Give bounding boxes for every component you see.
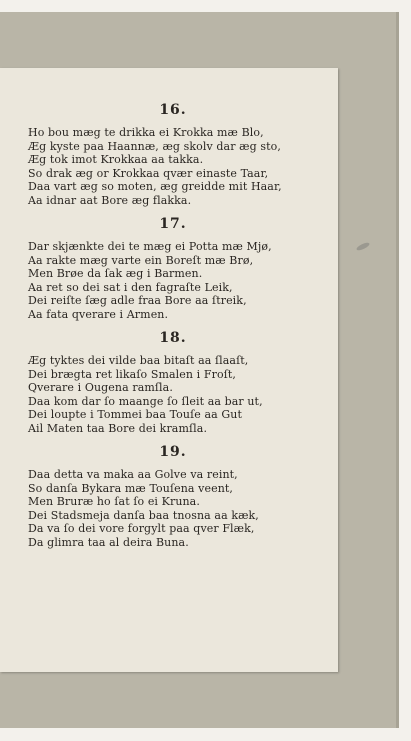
verse-line: Æg tok imot Krokkaa aa takka. bbox=[28, 153, 204, 166]
board-edge bbox=[396, 12, 399, 728]
poem-text bbox=[28, 102, 318, 558]
stanza-number: 18. bbox=[159, 330, 187, 346]
stanza-19 bbox=[28, 444, 318, 549]
verse-line: Dei Stadsmeja danſa baa tnosna aa kæk, bbox=[28, 508, 259, 522]
verse-line: Dei reiſte ſæg adle fraa Bore aa ſtreik, bbox=[28, 294, 247, 307]
verse-line: Dar skjænkte dei te mæg ei Potta mæ Mjø, bbox=[28, 240, 272, 253]
verse-line: Aa ret so dei sat i den fagraſte Leik, bbox=[28, 280, 233, 294]
stanza-number: 19. bbox=[159, 444, 187, 460]
verse-line: Aa fata qverare i Armen. bbox=[28, 307, 169, 321]
verse-line: Ho bou mæg te drikka ei Krokka mæ Blo, bbox=[28, 126, 264, 139]
verse-line: Æg kyste paa Haannæ, æg skolv dar æg sto, bbox=[28, 139, 281, 153]
verse-line: Daa kom dar ſo maange ſo ſleit aa bar ut, bbox=[28, 394, 263, 408]
verse-line: Daa detta va maka aa Golve va reint, bbox=[28, 468, 238, 481]
stanza-16 bbox=[28, 102, 318, 207]
verse-line: Dei loupte i Tommei baa Touſe aa Gut bbox=[28, 408, 242, 421]
book-page bbox=[0, 68, 338, 672]
stanza-18 bbox=[28, 330, 318, 435]
verse-line: Da va ſo dei vore forgylt paa qver Flæk, bbox=[28, 522, 255, 535]
stanza-17 bbox=[28, 216, 318, 321]
verse-line: Men Brøe da ſak æg i Barmen. bbox=[28, 267, 203, 280]
stanza-number: 16. bbox=[159, 102, 187, 118]
verse-line: Dei brægta ret likaſo Smalen i Froſt, bbox=[28, 367, 236, 381]
verse-line: So drak æg or Krokkaa qvær einaste Taar, bbox=[28, 166, 269, 180]
verse-line: Da glimra taa al deira Buna. bbox=[28, 535, 189, 549]
verse-line: Daa vart æg so moten, æg greidde mit Haar, bbox=[28, 180, 282, 193]
verse-line: Aa rakte mæg varte ein Boreſt mæ Brø, bbox=[28, 253, 254, 267]
verse-line: Æg tyktes dei vilde baa bitaſt aa ſlaaſt, bbox=[28, 354, 249, 367]
verse-line: So danſa Bykara mæ Touſena veent, bbox=[28, 481, 234, 495]
verse-line: Qverare i Ougena ramſla. bbox=[28, 381, 173, 394]
stanza-number: 17. bbox=[159, 216, 187, 232]
verse-line: Ail Maten taa Bore dei kramſla. bbox=[28, 421, 208, 435]
verse-line: Aa idnar aat Bore æg flakka. bbox=[28, 193, 192, 207]
verse-line: Men Bruræ ho ſat ſo ei Kruna. bbox=[28, 495, 200, 508]
